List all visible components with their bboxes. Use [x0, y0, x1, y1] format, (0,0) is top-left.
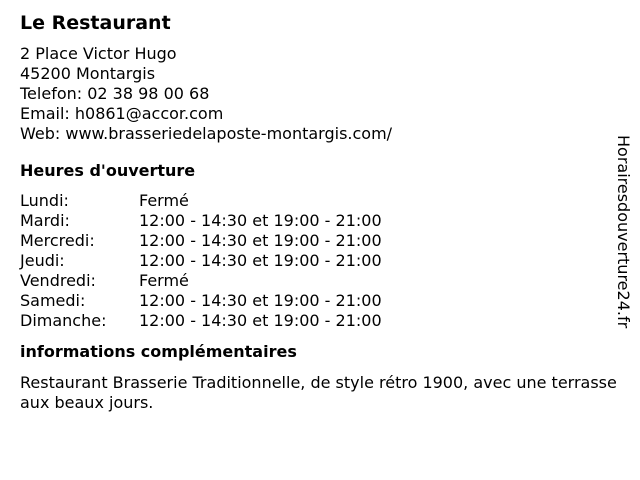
hours-row-dimanche [20, 311, 610, 331]
day-hours: 12:00 - 14:30 et 19:00 - 21:00 [139, 251, 382, 270]
restaurant-card [20, 10, 617, 413]
hours-row-lundi [20, 191, 610, 211]
hours-row-mardi [20, 211, 610, 231]
contact-block [20, 44, 610, 144]
email-address: Email: h0861@accor.com [20, 104, 224, 123]
day-label: Jeudi: [20, 251, 65, 270]
hours-title: Heures d'ouverture [20, 161, 196, 180]
day-label: Mercredi: [20, 231, 95, 250]
restaurant-name: Le Restaurant [20, 12, 171, 34]
street-address: 2 Place Victor Hugo [20, 44, 177, 63]
phone-number: Telefon: 02 38 98 00 68 [20, 84, 210, 103]
day-label: Samedi: [20, 291, 86, 310]
day-hours: 12:00 - 14:30 et 19:00 - 21:00 [139, 311, 382, 330]
day-label: Dimanche: [20, 311, 107, 330]
city-address: 45200 Montargis [20, 64, 156, 83]
day-label: Lundi: [20, 191, 69, 210]
day-label: Vendredi: [20, 271, 96, 290]
day-hours: 12:00 - 14:30 et 19:00 - 21:00 [139, 211, 382, 230]
hours-row-vendredi [20, 271, 610, 291]
day-hours: 12:00 - 14:30 et 19:00 - 21:00 [139, 231, 382, 250]
site-watermark: Horairesdouverture24.fr [614, 135, 633, 329]
info-description: Restaurant Brasserie Traditionnelle, de style rétro 1900, avec une terrasse aux beaux jours. [20, 373, 617, 412]
day-hours: Fermé [139, 191, 189, 210]
info-title: informations complémentaires [20, 342, 297, 361]
hours-row-mercredi [20, 231, 610, 251]
hours-row-samedi [20, 291, 610, 311]
day-hours: 12:00 - 14:30 et 19:00 - 21:00 [139, 291, 382, 310]
opening-hours-list [20, 191, 610, 331]
day-hours: Fermé [139, 271, 189, 290]
day-label: Mardi: [20, 211, 70, 230]
hours-row-jeudi [20, 251, 610, 271]
website: Web: www.brasseriedelaposte-montargis.com/ [20, 124, 393, 143]
